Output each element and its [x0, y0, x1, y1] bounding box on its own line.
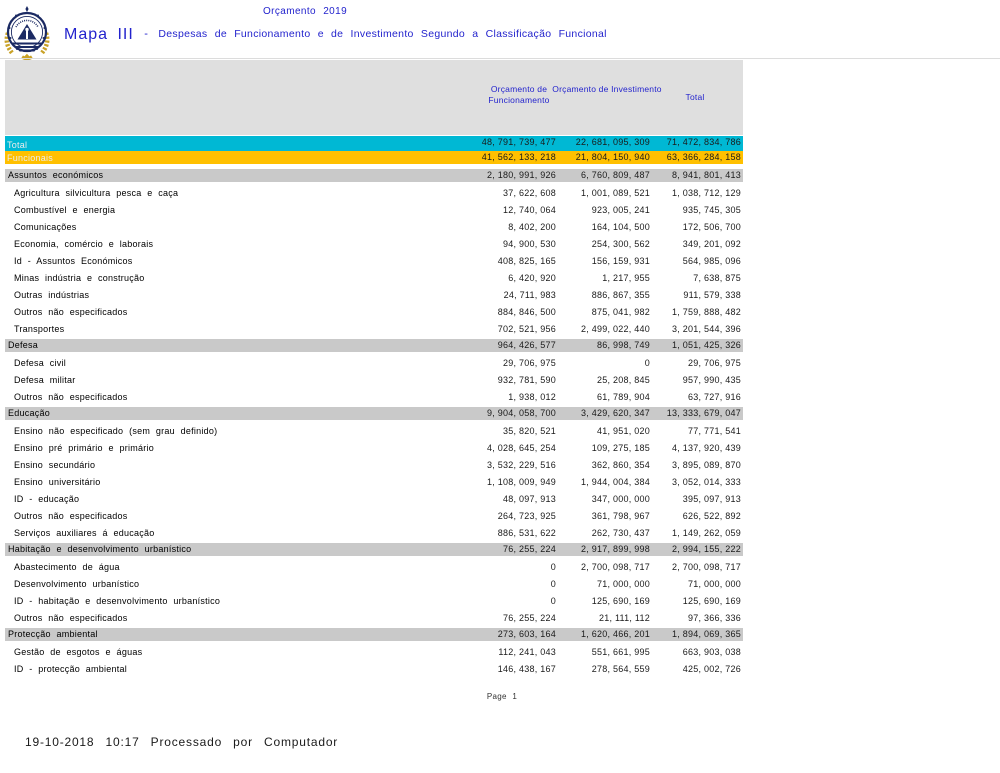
row-value: 125, 690, 169 [591, 596, 650, 606]
row-label: Desenvolvimento urbanístico [14, 579, 140, 589]
row-value: 22, 681, 095, 309 [575, 137, 650, 147]
row-label: Outros não especificados [14, 613, 128, 623]
row-label: Ensino não especificado (sem grau definido) [14, 426, 218, 436]
row-label: Ensino universitário [14, 477, 101, 487]
row-value: 109, 275, 185 [591, 443, 650, 453]
row-value: 886, 531, 622 [497, 528, 556, 538]
table-row [5, 542, 743, 559]
row-label: Outros não especificados [14, 392, 128, 402]
column-header-funcionamento: Orçamento de Funcionamento [488, 84, 550, 105]
row-label: ID - educação [14, 494, 80, 504]
processed-timestamp: 19-10-2018 10:17 Processado por Computador [25, 735, 339, 749]
table-row [5, 491, 743, 508]
row-label: Combustível e energia [14, 205, 116, 215]
table-row [5, 627, 743, 644]
row-value: 76, 255, 224 [502, 544, 556, 554]
row-value: 911, 579, 338 [683, 290, 741, 300]
row-label: ID - protecção ambiental [14, 664, 128, 674]
row-value: 8, 402, 200 [508, 222, 556, 232]
row-value: 1, 894, 069, 365 [671, 629, 741, 639]
row-label: Outros não especificados [14, 307, 128, 317]
row-value: 24, 711, 983 [503, 290, 556, 300]
table-row [5, 219, 743, 236]
row-value: 48, 097, 913 [502, 494, 556, 504]
row-value: 2, 700, 098, 717 [671, 562, 741, 572]
row-value: 12, 740, 064 [502, 205, 556, 215]
document-title: Orçamento 2019 [262, 6, 348, 17]
row-value: 6, 420, 920 [508, 273, 556, 283]
table-row [5, 202, 743, 219]
table-row [5, 168, 743, 185]
row-value: 1, 149, 262, 059 [671, 528, 741, 538]
row-value: 3, 201, 544, 396 [671, 324, 741, 334]
table-row [5, 253, 743, 270]
row-value: 29, 706, 975 [502, 358, 556, 368]
row-value: 3, 895, 089, 870 [671, 460, 741, 470]
table-row [5, 355, 743, 372]
row-value: 0 [550, 579, 556, 589]
row-label: Comunicações [14, 222, 77, 232]
row-label: Agricultura silvicultura pesca e caça [14, 188, 179, 198]
table-row [5, 287, 743, 304]
row-value: 425, 002, 726 [682, 664, 741, 674]
row-value: 61, 789, 904 [596, 392, 650, 402]
title-separator: - [144, 28, 148, 40]
row-value: 41, 951, 020 [596, 426, 650, 436]
row-label: Protecção ambiental [8, 629, 98, 639]
row-label: Outros não especificados [14, 511, 128, 521]
row-value: 2, 700, 098, 717 [580, 562, 650, 572]
row-value: 1, 759, 888, 482 [671, 307, 741, 317]
row-value: 71, 000, 000 [596, 579, 650, 589]
row-value: 77, 771, 541 [687, 426, 741, 436]
row-label: Ensino secundário [14, 460, 96, 470]
row-value: 0 [550, 562, 556, 572]
map-subtitle: Despesas de Funcionamento e de Investimento Segundo a Classificação Funcional [158, 28, 607, 40]
map-title-line [64, 26, 607, 44]
row-value: 48, 791, 739, 477 [481, 137, 556, 147]
row-value: 964, 426, 577 [497, 340, 556, 350]
row-value: 564, 985, 096 [682, 256, 741, 266]
row-value: 262, 730, 437 [591, 528, 650, 538]
row-value: 957, 990, 435 [682, 375, 741, 385]
table-row [5, 525, 743, 542]
row-label: Id - Assuntos Económicos [14, 256, 133, 266]
row-label: Transportes [14, 324, 65, 334]
row-label: Minas indústria e construção [14, 273, 145, 283]
row-label: Defesa militar [14, 375, 76, 385]
table-row [5, 593, 743, 610]
row-value: 86, 998, 749 [596, 340, 650, 350]
row-value: 408, 825, 165 [497, 256, 556, 266]
row-label: Educação [8, 408, 51, 418]
row-label: Defesa civil [14, 358, 67, 368]
row-value: 702, 521, 956 [497, 324, 556, 334]
row-value: 7, 638, 875 [693, 273, 741, 283]
row-value: 1, 001, 089, 521 [580, 188, 650, 198]
table-row [5, 474, 743, 491]
row-value: 146, 438, 167 [497, 664, 556, 674]
row-label: Gestão de esgotos e águas [14, 647, 143, 657]
row-value: 2, 917, 899, 998 [580, 544, 650, 554]
row-label: Funcionais [7, 153, 54, 163]
row-value: 97, 366, 336 [687, 613, 741, 623]
row-value: 25, 208, 845 [596, 375, 650, 385]
page-number: Page 1 [486, 692, 518, 701]
row-value: 156, 159, 931 [591, 256, 650, 266]
row-value: 886, 867, 355 [591, 290, 650, 300]
table-row [5, 185, 743, 202]
table-row [5, 304, 743, 321]
row-value: 71, 472, 834, 786 [666, 137, 741, 147]
row-value: 1, 108, 009, 949 [486, 477, 556, 487]
row-value: 1, 038, 712, 129 [671, 188, 741, 198]
row-value: 923, 005, 241 [591, 205, 650, 215]
row-value: 1, 620, 466, 201 [580, 629, 650, 639]
row-value: 13, 333, 679, 047 [666, 408, 741, 418]
row-value: 3, 532, 229, 516 [486, 460, 556, 470]
table-row [5, 236, 743, 253]
row-label: Economia, comércio e laborais [14, 239, 154, 249]
row-label: Ensino pré primário e primário [14, 443, 155, 453]
row-value: 76, 255, 224 [502, 613, 556, 623]
row-value: 35, 820, 521 [502, 426, 556, 436]
row-value: 29, 706, 975 [687, 358, 741, 368]
row-value: 9, 904, 058, 700 [486, 408, 556, 418]
row-value: 273, 603, 164 [497, 629, 556, 639]
row-label: Total [7, 140, 28, 150]
table-row [5, 406, 743, 423]
row-value: 37, 622, 608 [502, 188, 556, 198]
row-value: 361, 798, 967 [591, 511, 650, 521]
row-value: 0 [550, 596, 556, 606]
table-row [5, 270, 743, 287]
row-value: 4, 137, 920, 439 [671, 443, 741, 453]
row-value: 63, 366, 284, 158 [666, 152, 741, 162]
row-label: Habitação e desenvolvimento urbanístico [8, 544, 192, 554]
table-row [5, 644, 743, 661]
row-value: 254, 300, 562 [591, 239, 650, 249]
row-value: 3, 429, 620, 347 [580, 408, 650, 418]
table-rows [5, 136, 743, 678]
row-value: 2, 994, 155, 222 [671, 544, 741, 554]
row-value: 94, 900, 530 [502, 239, 556, 249]
table-row [5, 661, 743, 678]
row-value: 6, 760, 809, 487 [580, 170, 650, 180]
row-label: Outras indústrias [14, 290, 90, 300]
row-value: 395, 097, 913 [682, 494, 741, 504]
row-label: Serviços auxiliares á educação [14, 528, 155, 538]
row-value: 21, 111, 112 [598, 613, 650, 623]
row-value: 935, 745, 305 [682, 205, 741, 215]
row-value: 112, 241, 043 [498, 647, 556, 657]
row-value: 551, 661, 995 [591, 647, 650, 657]
row-value: 63, 727, 916 [687, 392, 741, 402]
table-row [5, 389, 743, 406]
table-row [5, 610, 743, 627]
table-row [5, 151, 743, 164]
table-row [5, 559, 743, 576]
row-value: 2, 499, 022, 440 [580, 324, 650, 334]
table-row [5, 576, 743, 593]
row-value: 932, 781, 590 [497, 375, 556, 385]
row-value: 41, 562, 133, 218 [481, 152, 556, 162]
table-row [5, 457, 743, 474]
row-value: 278, 564, 559 [591, 664, 650, 674]
table-row [5, 372, 743, 389]
cape-verde-emblem-logo [3, 6, 51, 60]
row-value: 626, 522, 892 [682, 511, 741, 521]
row-value: 0 [644, 358, 650, 368]
table-row [5, 321, 743, 338]
map-number-label: Mapa III [64, 26, 134, 43]
row-value: 1, 938, 012 [508, 392, 556, 402]
row-label: ID - habitação e desenvolvimento urbanístico [14, 596, 221, 606]
row-value: 264, 723, 925 [497, 511, 556, 521]
row-label: Defesa [8, 340, 39, 350]
table-row [5, 136, 743, 151]
row-value: 21, 804, 150, 940 [575, 152, 650, 162]
column-header-investimento: Orçamento de Investimento [552, 84, 662, 94]
table-row [5, 440, 743, 457]
row-value: 2, 180, 991, 926 [486, 170, 556, 180]
row-value: 362, 860, 354 [591, 460, 650, 470]
row-value: 663, 903, 038 [682, 647, 741, 657]
column-header-total: Total [685, 92, 705, 102]
row-value: 164, 104, 500 [591, 222, 650, 232]
header-divider [0, 58, 1000, 59]
row-value: 1, 944, 004, 384 [580, 477, 650, 487]
row-label: Abastecimento de água [14, 562, 120, 572]
row-value: 172, 506, 700 [682, 222, 741, 232]
row-value: 1, 051, 425, 326 [671, 340, 741, 350]
table-row [5, 423, 743, 440]
row-value: 4, 028, 645, 254 [486, 443, 556, 453]
row-value: 8, 941, 801, 413 [671, 170, 741, 180]
row-value: 884, 846, 500 [497, 307, 556, 317]
row-value: 347, 000, 000 [591, 494, 650, 504]
row-value: 875, 041, 982 [591, 307, 650, 317]
row-value: 71, 000, 000 [687, 579, 741, 589]
row-value: 125, 690, 169 [682, 596, 741, 606]
table-row [5, 338, 743, 355]
table-row [5, 508, 743, 525]
table-header [5, 60, 743, 135]
row-value: 3, 052, 014, 333 [671, 477, 741, 487]
row-value: 1, 217, 955 [602, 273, 650, 283]
row-value: 349, 201, 092 [682, 239, 741, 249]
row-label: Assuntos económicos [8, 170, 104, 180]
